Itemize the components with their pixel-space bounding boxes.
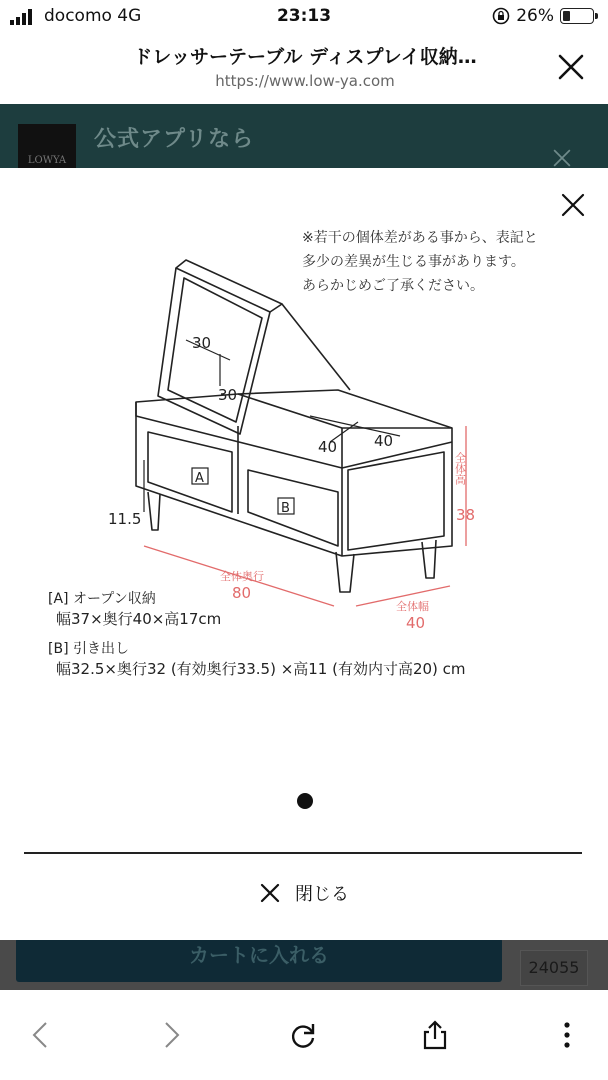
battery-icon [560,8,594,24]
note-line: 多少の差異が生じる事があります。 [302,254,525,270]
total-height-value: 38 [456,506,476,524]
leg-back-right [422,540,436,578]
lowya-logo: LOWYA [18,124,76,168]
close-icon[interactable] [556,52,586,82]
caption-a-title: [A] オープン収納 [48,591,156,607]
total-width-value: 40 [406,614,426,632]
add-to-cart-button[interactable]: カートに入れる [16,938,502,982]
note-line: ※若干の個体差がある事から、表記と [302,230,538,246]
close-icon [259,882,281,904]
browser-header [0,34,608,104]
leg-height-value: 11.5 [108,510,142,528]
total-width-label: 全体幅 [396,600,429,613]
chevron-left-icon[interactable] [26,1020,56,1050]
battery-percent: 26% [516,6,554,26]
more-vertical-icon[interactable] [552,1020,582,1050]
leg-front-left [148,492,160,530]
label-b: B [281,501,290,516]
page-url[interactable]: https://www.low-ya.com [215,72,395,90]
divider [24,852,582,854]
browser-toolbar [0,990,608,1080]
mirror-height-value: 30 [218,386,238,404]
total-depth-label: 全体奥行 [220,570,264,583]
lid-top-edge [176,260,282,312]
note-line: あらかじめご了承ください。 [302,278,484,294]
battery-level [563,11,570,21]
banner-close-icon[interactable] [548,148,576,168]
lid-stay [282,304,350,390]
open-shelf [148,432,232,512]
caption-b-detail: 幅32.5×奥行32 (有効奥行33.5) ×高11 (有効内寸高20) cm [56,660,466,678]
total-height-label: 全体高 [453,452,467,485]
caption-a-detail: 幅37×奥行40×高17cm [56,610,222,628]
app-banner[interactable] [0,104,608,168]
carrier-label: docomo 4G [44,6,142,26]
top-center-edge [238,394,452,428]
body-outline [136,390,452,556]
rotation-lock-icon [492,7,510,25]
clock: 23:13 [276,6,332,26]
top-width-value: 40 [374,432,394,450]
carousel-dot[interactable] [297,793,313,809]
chevron-right-icon[interactable] [156,1020,186,1050]
close-label: 閉じる [295,884,349,905]
caption-b-title: [B] 引き出し [48,641,129,657]
share-icon[interactable] [420,1020,450,1050]
page-title: ドレッサーテーブル ディスプレイ収納… [133,46,477,68]
mirror-width-value: 30 [192,334,212,352]
modal-close-icon[interactable] [560,192,586,218]
total-depth-value: 80 [232,584,252,602]
status-bar [0,0,608,34]
reload-icon[interactable] [288,1020,318,1050]
top-depth-value: 40 [318,438,338,456]
leg-front-right [336,552,354,592]
banner-text: 公式アプリなら [94,127,255,152]
image-modal [0,168,608,940]
close-button[interactable] [0,876,608,910]
drawer-side [348,452,444,550]
dimension-diagram [100,256,500,696]
label-a: A [195,471,204,486]
product-code-box: 24055 [520,950,588,986]
